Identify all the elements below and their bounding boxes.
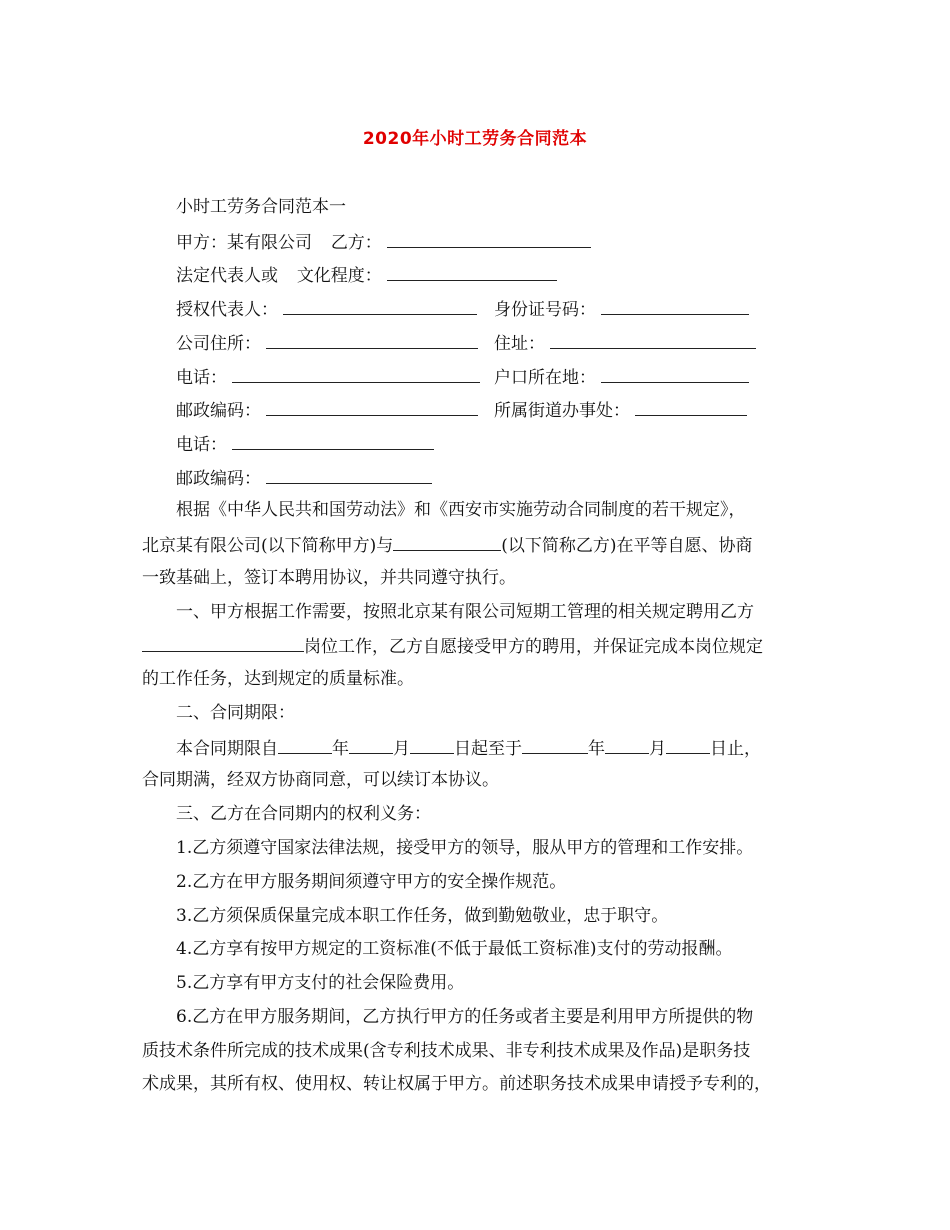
intro-2b: (以下简称乙方)在平等自愿、协商	[501, 536, 753, 556]
section1-line-2	[142, 634, 763, 658]
term-renew-line: 合同期满，经双方协商同意，可以续订本协议。	[142, 770, 499, 790]
street-office-label: 所属街道办事处：	[494, 401, 630, 421]
month-label: 月	[393, 739, 410, 759]
postcode-line	[176, 398, 478, 422]
address-line	[494, 331, 756, 355]
street-office-line	[494, 398, 747, 422]
duty-4: 4.乙方享有按甲方规定的工资标准(不低于最低工资标准)支付的劳动报酬。	[176, 939, 733, 959]
address-blank[interactable]	[550, 331, 756, 349]
duty-6-line-2: 质技术条件所完成的技术成果(含专利技术成果、非专利技术成果及作品)是职务技	[142, 1041, 751, 1061]
duty-2: 2.乙方在甲方服务期间须遵守甲方的安全操作规范。	[176, 872, 567, 892]
phone2-line	[176, 432, 434, 456]
company-addr-blank[interactable]	[266, 331, 478, 349]
term-line	[176, 736, 761, 760]
postcode-blank[interactable]	[266, 398, 478, 416]
section2-heading: 二、合同期限：	[176, 703, 295, 723]
end-year-blank[interactable]	[522, 736, 588, 754]
end-month-blank[interactable]	[605, 736, 649, 754]
phone2-blank[interactable]	[232, 432, 434, 450]
education-blank[interactable]	[387, 263, 557, 281]
duty-3: 3.乙方须保质保量完成本职工作任务，做到勤勉敬业，忠于职守。	[176, 906, 669, 926]
id-line	[494, 297, 749, 321]
party-b-blank[interactable]	[387, 230, 591, 248]
intro-2a: 北京某有限公司(以下简称甲方)与	[142, 536, 394, 556]
hukou-line	[494, 365, 749, 389]
duty-1: 1.乙方须遵守国家法律法规，接受甲方的领导，服从甲方的管理和工作安排。	[176, 838, 754, 858]
term-start-label: 本合同期限自	[176, 739, 278, 759]
document-title: 2020年小时工劳务合同范本	[362, 129, 588, 149]
section3-heading: 三、乙方在合同期内的权利义务：	[176, 804, 431, 824]
postcode2-line	[176, 466, 432, 490]
start-month-blank[interactable]	[349, 736, 393, 754]
subtitle: 小时工劳务合同范本一	[176, 197, 346, 217]
phone-blank[interactable]	[232, 365, 480, 383]
postcode2-blank[interactable]	[266, 466, 432, 484]
party-b-label: 乙方：	[330, 233, 382, 253]
postcode2-label: 邮政编码：	[176, 469, 261, 489]
hukou-label: 户口所在地：	[494, 368, 596, 388]
education-label: 文化程度：	[296, 266, 382, 286]
id-blank[interactable]	[601, 297, 749, 315]
id-label: 身份证号码：	[494, 300, 596, 320]
company-addr-line	[176, 331, 478, 355]
duty-5: 5.乙方享有甲方支付的社会保险费用。	[176, 973, 465, 993]
hukou-blank[interactable]	[601, 365, 749, 383]
intro-line-2	[142, 533, 753, 557]
postcode-label: 邮政编码：	[176, 401, 261, 421]
month-label-2: 月	[649, 739, 666, 759]
address-label: 住址：	[494, 334, 545, 354]
street-office-blank[interactable]	[635, 398, 747, 416]
section1-2-text: 岗位工作，乙方自愿接受甲方的聘用，并保证完成本岗位规定	[304, 637, 763, 657]
intro-line-1: 根据《中华人民共和国劳动法》和《西安市实施劳动合同制度的若干规定》，	[176, 500, 746, 520]
duty-6-line-3: 术成果，其所有权、使用权、转让权属于甲方。前述职务技术成果申请授予专利的，	[142, 1074, 771, 1094]
auth-rep-label: 授权代表人：	[176, 300, 278, 320]
duty-6-line-1: 6.乙方在甲方服务期间，乙方执行甲方的任务或者主要是利用甲方所提供的物	[176, 1007, 754, 1027]
end-day-blank[interactable]	[666, 736, 710, 754]
party-a-label: 甲方：某有限公司	[176, 233, 312, 253]
section1-line-1: 一、甲方根据工作需要，按照北京某有限公司短期工管理的相关规定聘用乙方	[176, 602, 754, 622]
phone2-label: 电话：	[176, 435, 227, 455]
phone-label: 电话：	[176, 368, 227, 388]
year-label-2: 年	[588, 739, 605, 759]
legal-rep-line	[176, 263, 557, 287]
auth-rep-blank[interactable]	[283, 297, 477, 315]
start-day-blank[interactable]	[410, 736, 454, 754]
section1-line-3: 的工作任务，达到规定的质量标准。	[142, 669, 414, 689]
year-label: 年	[332, 739, 349, 759]
auth-rep-line	[176, 297, 477, 321]
intro-line-3: 一致基础上，签订本聘用协议，并共同遵守执行。	[142, 568, 516, 588]
party-b-name-blank[interactable]	[393, 533, 501, 551]
position-blank[interactable]	[142, 634, 304, 652]
legal-rep-label: 法定代表人或	[176, 266, 278, 286]
company-addr-label: 公司住所：	[176, 334, 261, 354]
day-from-label: 日起至于	[454, 739, 522, 759]
party-line	[176, 230, 591, 254]
day-end-label: 日止，	[710, 739, 761, 759]
phone-line	[176, 365, 480, 389]
start-year-blank[interactable]	[278, 736, 332, 754]
